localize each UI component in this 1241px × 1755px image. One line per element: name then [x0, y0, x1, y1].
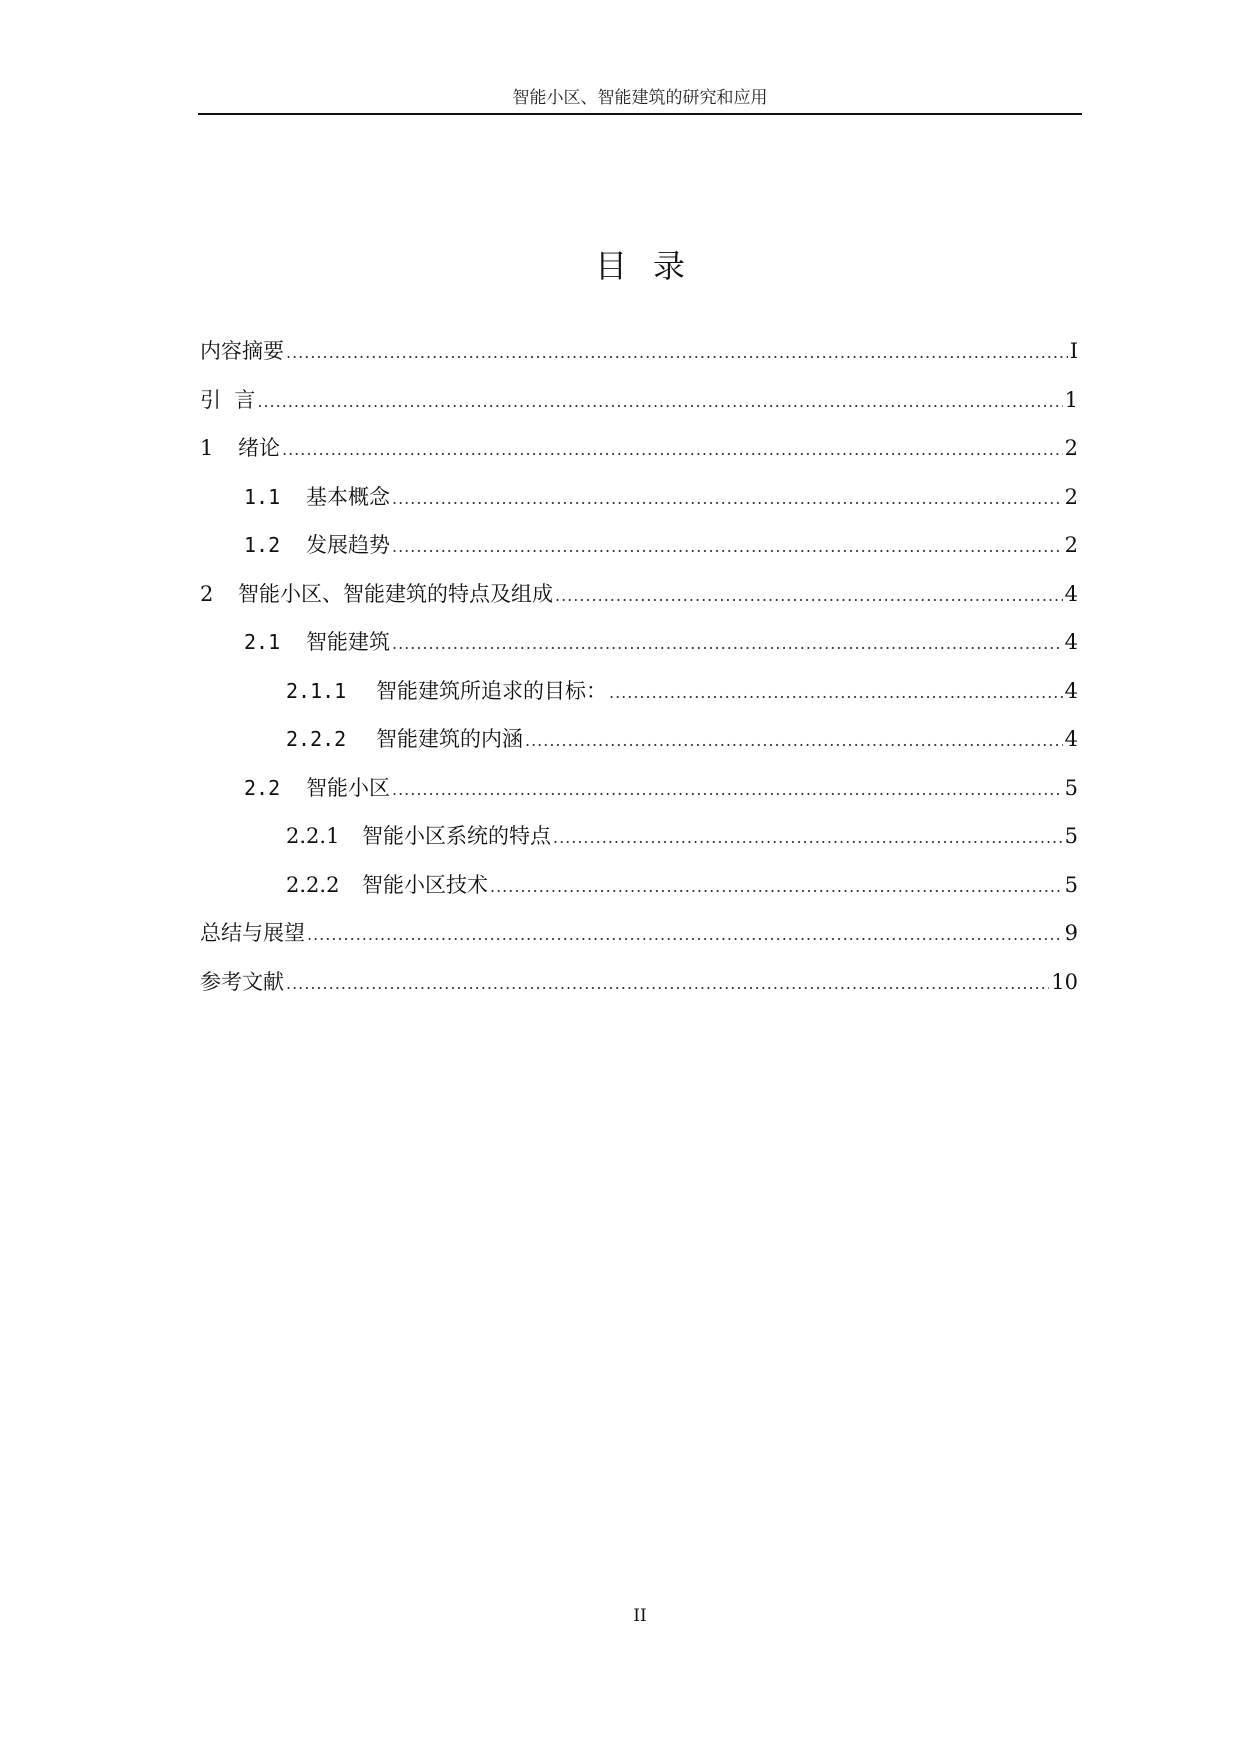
toc-entry-subsection-2-2-2-a[interactable]: [200, 724, 1078, 773]
toc-entry-text: 智能建筑的内涵: [376, 727, 523, 751]
toc-entry-references[interactable]: [200, 967, 1078, 1016]
toc-entry-subsection-2-1-1[interactable]: [200, 676, 1078, 725]
toc-entry-page: I: [1069, 339, 1078, 363]
toc-entry-text: 智能建筑所追求的目标：: [376, 678, 607, 703]
toc-entry-text: 引 言: [200, 387, 256, 412]
toc-entry-subsection-2-2-1[interactable]: [200, 821, 1078, 870]
toc-entry-text: 基本概念: [306, 484, 390, 509]
toc-entry-subsection-2-2-2-b[interactable]: [200, 870, 1078, 919]
toc-entry-number: 2.1: [244, 630, 281, 654]
toc-entry-number: 2: [200, 581, 214, 606]
toc-entry-text: 智能小区系统的特点: [362, 824, 551, 848]
toc-dot-leader: [392, 532, 1063, 562]
toc-dot-leader: [286, 338, 1068, 368]
toc-entry-number: 2.2.1: [286, 824, 340, 848]
toc-dot-leader: [525, 726, 1063, 756]
toc-dot-leader: [282, 435, 1063, 465]
toc-entry-number: 2.2: [244, 775, 281, 800]
toc-entry-page: 4: [1064, 581, 1078, 606]
toc-entry-text: 内容摘要: [200, 339, 284, 363]
toc-entry-text: 发展趋势: [306, 533, 390, 557]
toc-dot-leader: [307, 920, 1063, 950]
toc-entry-number: 2.2.2: [286, 727, 347, 751]
toc-entry-text: 智能建筑: [306, 630, 390, 654]
toc-entry-text: 智能小区: [306, 775, 390, 800]
toc-entry-text: 总结与展望: [200, 921, 305, 945]
toc-entry-number: 1.2: [244, 533, 281, 557]
toc-entry-page: 5: [1064, 775, 1078, 800]
table-of-contents: [200, 336, 1078, 1015]
toc-dot-leader: [392, 775, 1063, 805]
toc-entry-page: 5: [1064, 872, 1078, 897]
toc-entry-page: 2: [1064, 484, 1078, 509]
toc-entry-page: 2: [1064, 533, 1078, 557]
toc-entry-section-1-2[interactable]: [200, 530, 1078, 579]
toc-entry-text: 绪论: [238, 436, 280, 460]
running-header: 智能小区、智能建筑的研究和应用: [512, 88, 768, 108]
toc-dot-leader: [392, 629, 1063, 659]
toc-entry-number: 2.1.1: [286, 678, 347, 703]
toc-entry-section-2-1[interactable]: [200, 627, 1078, 676]
toc-entry-page: 2: [1064, 436, 1078, 460]
toc-dot-leader: [257, 387, 1062, 417]
toc-entry-page: 1: [1064, 387, 1078, 412]
toc-entry-page: 10: [1051, 969, 1078, 994]
toc-entry-text: 智能小区、智能建筑的特点及组成: [238, 581, 553, 606]
toc-entry-number: 1.1: [244, 484, 281, 509]
toc-title: 目录: [594, 247, 711, 285]
toc-entry-number: 1: [200, 436, 214, 460]
toc-entry-chapter-1[interactable]: [200, 433, 1078, 482]
toc-entry-conclusion[interactable]: [200, 918, 1078, 967]
toc-entry-number: 2.2.2: [286, 872, 340, 897]
toc-entry-page: 5: [1064, 824, 1078, 848]
toc-dot-leader: [553, 823, 1063, 853]
toc-entry-page: 4: [1064, 678, 1078, 703]
toc-entry-page: 9: [1064, 921, 1078, 945]
toc-entry-abstract[interactable]: [200, 336, 1078, 385]
toc-dot-leader: [609, 678, 1063, 708]
toc-dot-leader: [555, 581, 1063, 611]
toc-entry-page: 4: [1064, 630, 1078, 654]
page-number: II: [633, 1606, 647, 1626]
toc-entry-section-1-1[interactable]: [200, 482, 1078, 531]
toc-entry-section-2-2[interactable]: [200, 773, 1078, 822]
header-rule: [198, 113, 1082, 115]
toc-entry-page: 4: [1064, 727, 1078, 751]
toc-dot-leader: [490, 872, 1063, 902]
toc-entry-text: 智能小区技术: [362, 872, 488, 897]
toc-entry-introduction[interactable]: [200, 385, 1078, 434]
toc-dot-leader: [286, 969, 1049, 999]
toc-entry-text: 参考文献: [200, 969, 284, 994]
toc-dot-leader: [392, 484, 1063, 514]
toc-entry-chapter-2[interactable]: [200, 579, 1078, 628]
